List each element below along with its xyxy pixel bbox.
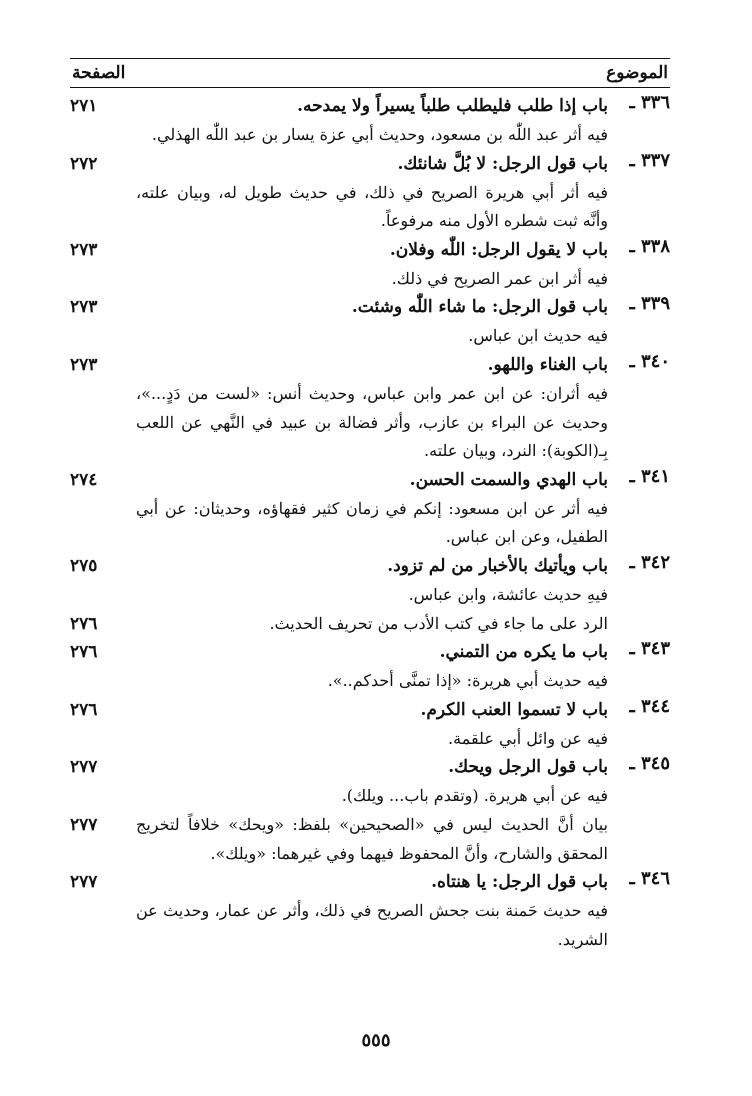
header-topic: الموضوع [606,63,668,83]
entry-description: فيه أثر عن ابن مسعود: إنكم في زمان كثير فقهاؤه، وحديثان: عن أبي الطفيل، وعن ابن عباس. [136,498,608,547]
entry-page: ٢٧١ [70,96,98,116]
entry-page: ٢٧٥ [70,555,98,576]
entry-page: ٢٧٣ [70,297,98,318]
toc-entry [70,868,670,954]
entry-number: ٣٤٢ ـ [629,551,670,573]
entry-description: فيهِ حديث عائشة، وابن عباس. [408,584,608,604]
toc-entries [70,88,670,954]
entry-page: ٢٧٢ [70,153,98,174]
entry-number: ٣٤٤ ـ [629,695,670,717]
toc-entry [70,236,670,294]
entry-page: ٢٧٦ [70,642,98,663]
entry-title: باب لا يقول الرجل: اللّٰه وفلان. [389,239,608,260]
entry-page: ٢٧٧ [70,757,98,778]
toc-entry [70,638,670,696]
entry-description: فيه أثر ابن عمر الصريح في ذلك. [391,268,608,288]
entry-number: ٣٣٩ ـ [629,293,670,315]
entry-note-page: ٢٧٧ [70,814,98,835]
entry-page: ٢٧٣ [70,354,98,375]
toc-entry [70,466,670,552]
toc-entry [70,150,670,236]
toc-entry [70,351,670,466]
entry-number: ٣٤٦ ـ [629,868,670,890]
entry-title: باب ما يكره من التمني. [439,642,608,663]
entry-number: ٣٤١ ـ [629,465,670,487]
entry-title: باب الهدي والسمت الحسن. [409,469,608,490]
entry-description: فيه حديث ابن عباس. [468,326,608,346]
entry-title: باب قول الرجل: يا هنتاه. [431,872,608,893]
entry-note: بيان أنَّ الحديث ليس في «الصحيحين» بلفظ: «ويحك» خلافاً لتخريج المحقق والشارح، وأنَّ المحفوظ فيهما وفي غيرهما: «ويلك». [136,814,608,863]
entry-title: باب قول الرجل: ما شاء اللّٰه وشئت. [351,297,608,318]
entry-number: ٣٣٦ ـ [629,92,670,113]
entry-title: باب لا تسموا العنب الكرم. [420,699,608,720]
header-page: الصفحة [72,63,126,83]
entry-page: ٢٧٦ [70,699,98,720]
toc-entry [70,552,670,638]
entry-note-page: ٢٧٦ [70,613,98,634]
entry-description: فيه أثران: عن ابن عمر وابن عباس، وحديث أنس: «لست من دَدٍ...»، وحديث عن البراء بن عازب، وأثر فضالة بن عبيد في النَّهي عن اللعب بِـ(الكوبة): النرد، وبيان علته. [136,383,608,461]
toc-page [70,58,670,954]
entry-title: باب قول الرجل: لا بُلَّ شانئك. [397,153,608,174]
toc-entry [70,753,670,868]
entry-description: فيه أثر أبي هريرة الصريح في ذلك، في حديث طويل له، وبيان علته، وأنَّه ثبت شطره الأول منه مرفوعاً. [136,182,608,231]
entry-title: باب الغناء واللهو. [487,354,608,375]
page-number: ٥٥٥ [361,1030,391,1051]
entry-number: ٣٣٧ ـ [629,149,670,171]
entry-page: ٢٧٧ [70,872,98,893]
entry-number: ٣٤٠ ـ [629,350,670,372]
entry-description: فيه حديث أبي هريرة: «إذا تمنَّى أحدكم..». [327,671,608,691]
entry-description: فيه حديث حَمنة بنت جحش الصريح في ذلك، وأثر عن عمار، وحديث عن الشريد. [136,901,608,949]
entry-description: فيه عن وائل أبي علقمة. [448,728,608,748]
entry-number: ٣٣٨ ـ [629,235,670,257]
entry-page: ٢٧٤ [70,469,98,490]
entry-page: ٢٧٣ [70,239,98,260]
entry-number: ٣٤٥ ـ [629,753,670,775]
entry-description: فيه عن أبي هريرة. (وتقدم باب... ويلك). [341,786,608,806]
table-header [70,58,670,88]
entry-title: باب إذا طلب فليطلب طلباً يسيراً ولا يمدحه. [297,96,608,116]
toc-entry [70,293,670,351]
entry-title: باب قول الرجل ويحك. [448,757,608,778]
entry-description: فيه أثر عبد اللّٰه بن مسعود، وحديث أبي عزة يسار بن عبد اللّٰه الهذلي. [151,125,608,144]
entry-title: باب ويأتيك بالأخبار من لم تزود. [387,555,608,576]
toc-entry [70,696,670,754]
toc-entry [70,92,670,150]
entry-number: ٣٤٣ ـ [629,638,670,660]
entry-note: الرد على ما جاء في كتب الأدب من تحريف الحديث. [269,613,608,633]
